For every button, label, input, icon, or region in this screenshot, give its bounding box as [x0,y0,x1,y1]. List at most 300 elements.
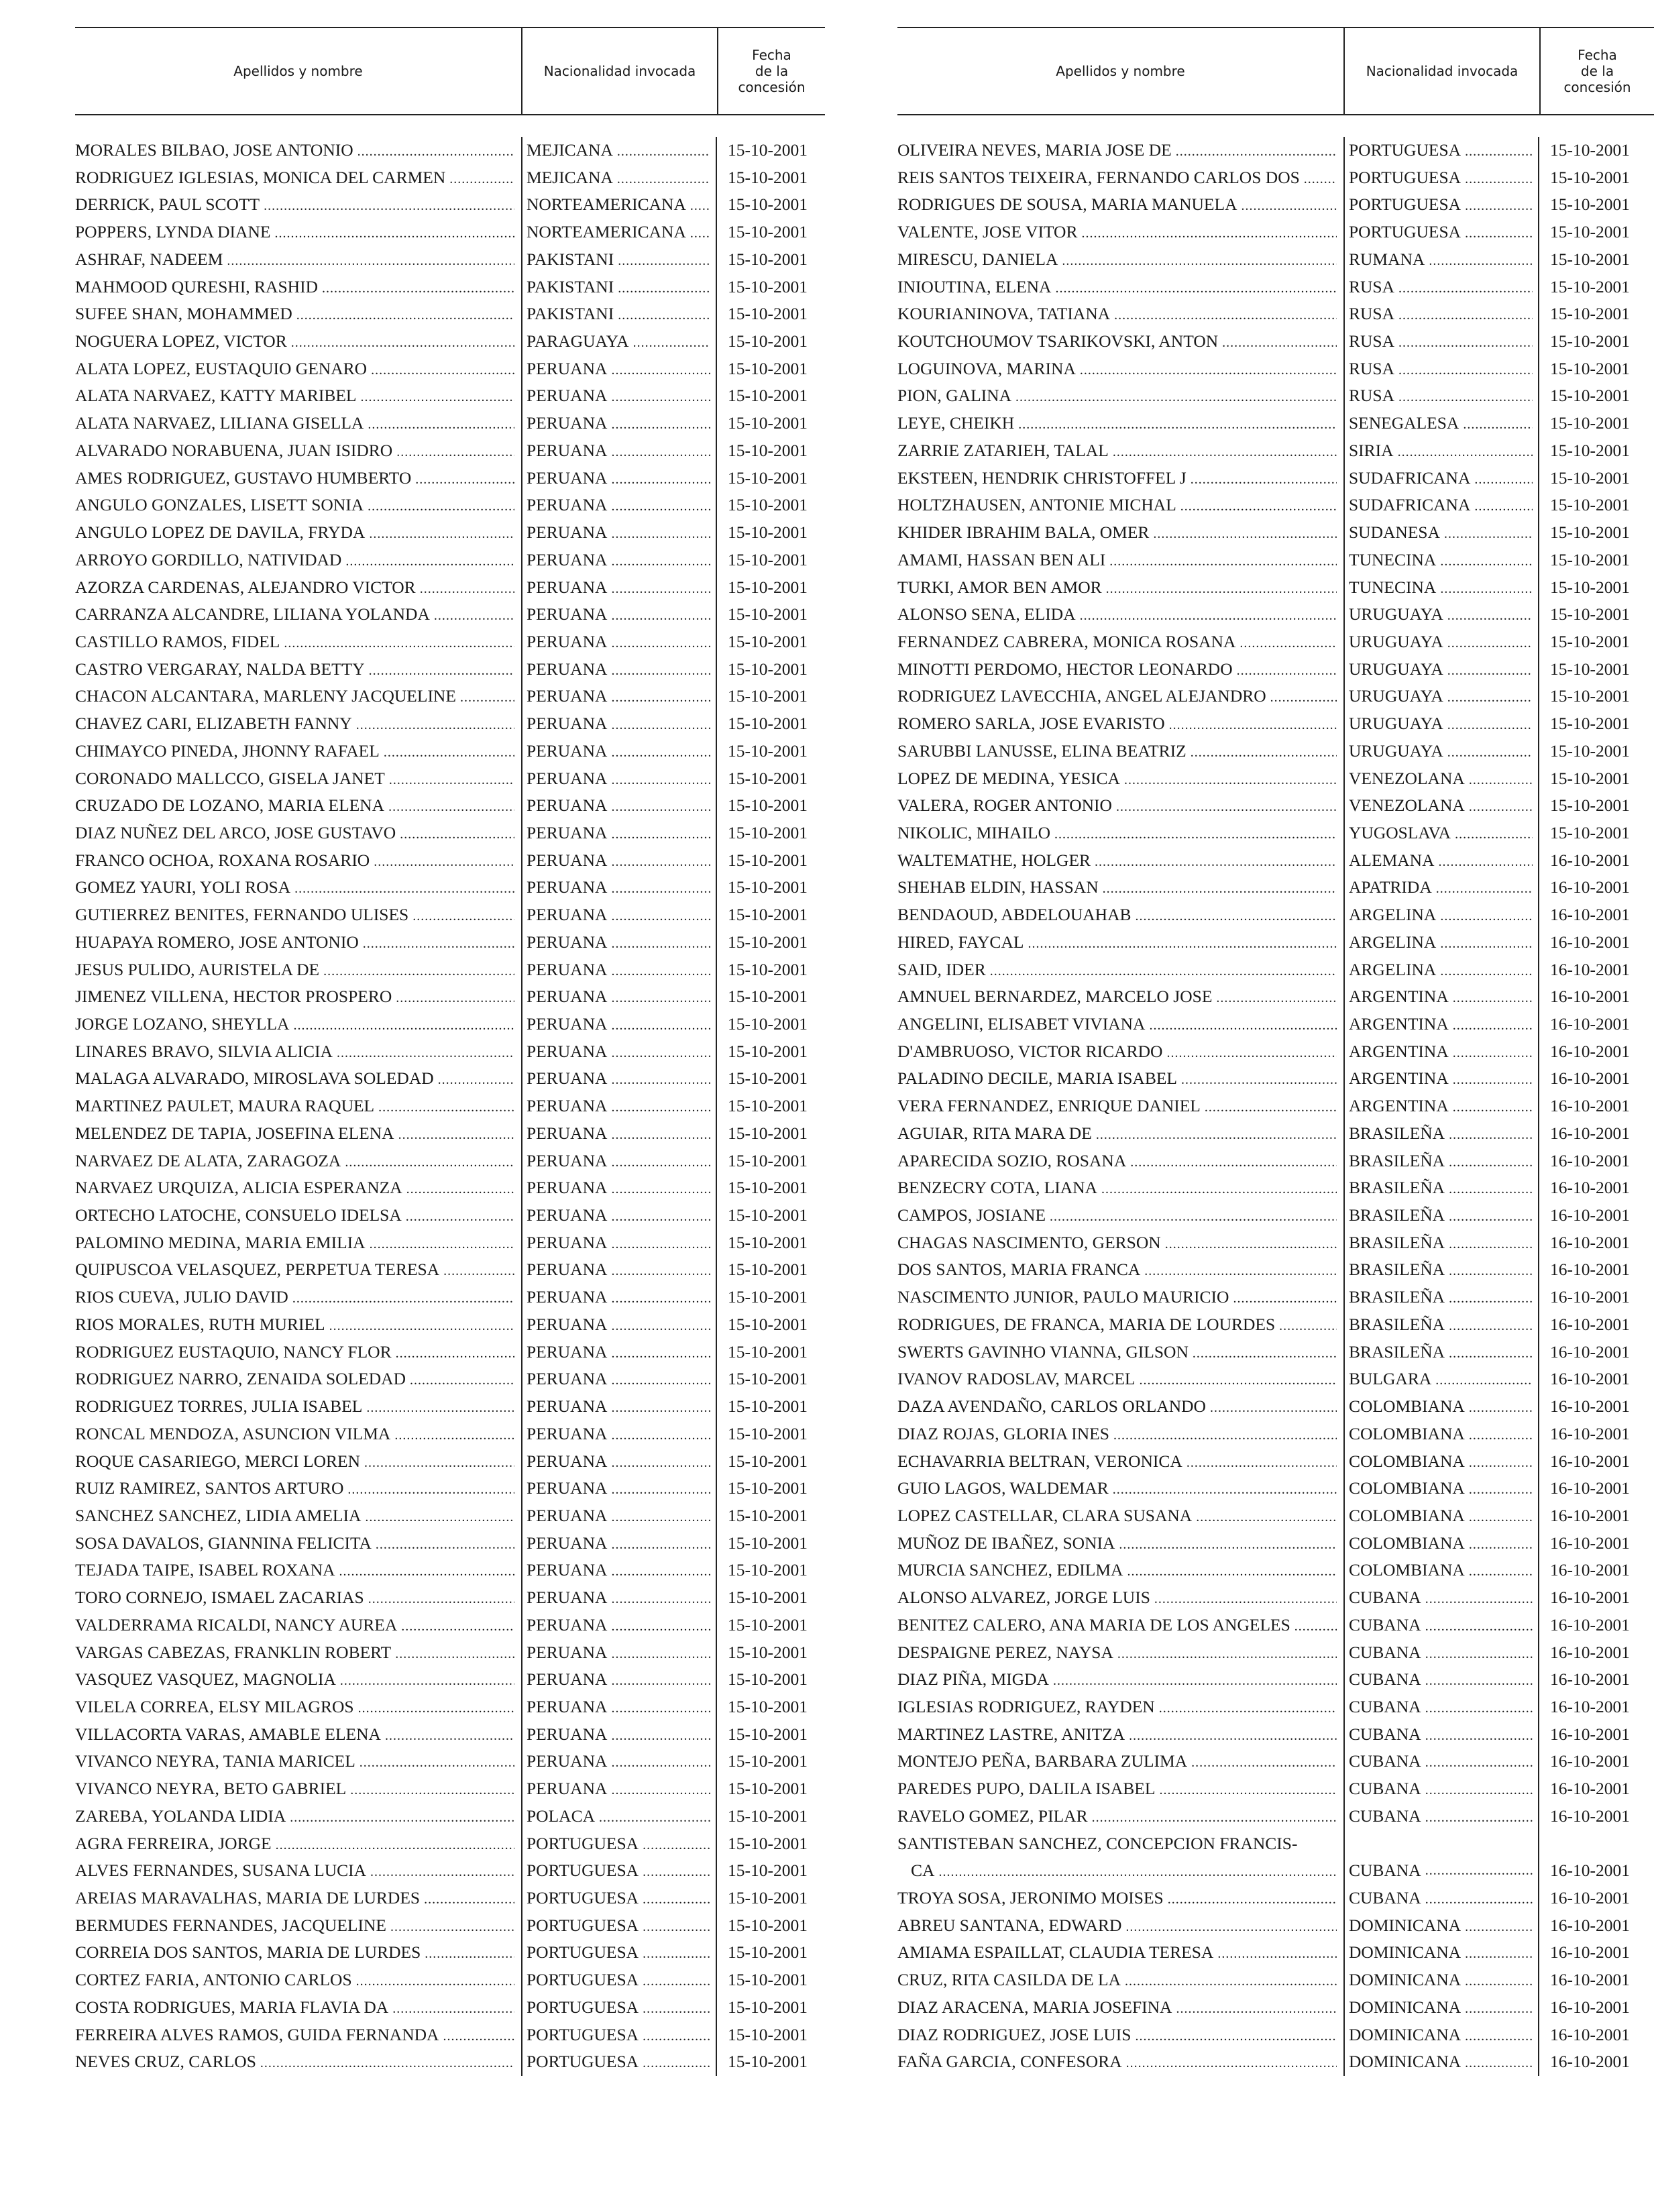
nationality-cell [527,1885,710,1912]
name-text: SANTISTEBAN SANCHEZ, CONCEPCION FRANCIS- [897,1833,1298,1853]
dot-leader [1051,274,1337,301]
dot-leader [639,1912,710,1940]
name-text: DIAZ RODRIGUEZ, JOSE LUIS [897,2024,1132,2044]
name-text: GOMEZ YAURI, YOLI ROSA [75,877,291,897]
name-text: DIAZ ROJAS, GLORIA INES [897,1423,1109,1443]
nationality-text: COLOMBIANA [1349,1423,1465,1443]
date-text: 15-10-2001 [728,1068,808,1089]
dot-leader [1445,1229,1533,1257]
dot-leader [420,1885,514,1912]
nationality-cell [527,1775,710,1803]
dot-leader [607,1120,710,1148]
name-text: CHAVEZ CARI, ELIZABETH FANNY [75,714,352,734]
date-cell [728,1694,825,1721]
dot-leader [639,1857,710,1885]
nationality-cell [527,328,710,355]
dot-leader [1121,1912,1337,1940]
name-cell [75,1284,514,1311]
nationality-text: PORTUGUESA [527,1970,639,1990]
table-header [75,28,825,115]
name-text: DAZA AVENDAÑO, CARLOS ORLANDO [897,1396,1206,1417]
dot-leader [286,1803,514,1830]
name-cell [75,820,514,847]
name-cell [897,355,1337,383]
date-cell [728,1502,825,1530]
dot-leader [607,1311,710,1339]
date-cell [728,847,825,875]
date-text: 16-10-2001 [1550,1560,1630,1580]
dot-leader [1161,1229,1337,1257]
nationality-cell [1349,437,1533,465]
nationality-text: BRASILEÑA [1349,1287,1445,1307]
date-cell [728,956,825,984]
nationality-text: PERUANA [527,1178,608,1198]
name-cell [897,1202,1337,1229]
nationality-text: DOMINICANA [1349,1915,1462,1935]
date-text: 15-10-2001 [728,1751,808,1771]
name-cell [75,547,514,574]
name-text: ARROYO GORDILLO, NATIVIDAD [75,549,342,569]
name-text: AREIAS MARAVALHAS, MARIA DE LURDES [75,1888,421,1907]
date-text: 15-10-2001 [1550,467,1630,488]
date-cell [1550,547,1654,574]
dot-leader [607,847,710,875]
nationality-cell [527,956,710,984]
dot-leader [1465,792,1533,820]
date-cell [1550,1775,1654,1803]
nationality-cell [527,246,710,274]
dot-leader [1172,137,1337,164]
name-text: DIAZ PIÑA, MIGDA [897,1669,1049,1690]
nationality-cell [1349,1120,1533,1148]
dot-leader [1088,1803,1337,1830]
dot-leader [1432,874,1533,901]
dot-leader [1125,1721,1337,1749]
nationality-cell [1349,1639,1533,1667]
name-text: APARECIDA SOZIO, ROSANA [897,1150,1127,1170]
date-text: 15-10-2001 [1550,413,1630,433]
dot-leader [1445,1120,1533,1148]
header-name: Apellidos y nombre [233,63,363,79]
date-cell [728,656,825,683]
dot-leader [392,1339,514,1366]
date-cell [1550,328,1654,355]
date-cell [1550,1174,1654,1202]
date-cell [1550,1311,1654,1339]
nationality-text: PERUANA [527,522,608,543]
dot-leader [1014,410,1337,437]
date-text: 15-10-2001 [728,1669,808,1690]
name-cell [75,1694,514,1721]
nationality-cell [1349,1065,1533,1093]
date-cell [728,1093,825,1120]
name-text: SOSA DAVALOS, GIANNINA FELICITA [75,1533,372,1553]
name-text: NARVAEZ URQUIZA, ALICIA ESPERANZA [75,1178,402,1198]
dot-leader [1113,1639,1337,1667]
dot-leader [629,328,710,355]
dot-leader [366,1857,514,1885]
dot-leader [385,765,514,793]
date-cell [728,191,825,219]
date-cell [728,355,825,383]
name-cell [897,191,1337,219]
date-cell [728,1775,825,1803]
name-cell [897,1994,1337,2022]
nationality-cell [527,1093,710,1120]
nationality-text: DOMINICANA [1349,2052,1462,2072]
name-text: ZAREBA, YOLANDA LIDIA [75,1806,286,1826]
nationality-text: RUMANA [1349,249,1425,269]
name-cell [897,983,1337,1011]
date-text: 16-10-2001 [1550,1696,1630,1716]
dot-leader [1443,683,1533,710]
dot-leader [1449,1038,1533,1066]
name-text: CHIMAYCO PINEDA, JHONNY RAFAEL [75,740,380,761]
dot-leader [430,601,514,628]
nationality-text: CUBANA [1349,1751,1421,1771]
dot-leader [1229,1284,1337,1311]
date-cell [1550,1639,1654,1667]
date-cell [1550,1393,1654,1421]
date-cell [728,410,825,437]
dot-leader [1011,382,1337,410]
date-cell [1550,465,1654,492]
name-cell [75,519,514,547]
name-text: ALVARADO NORABUENA, JUAN ISIDRO [75,440,393,460]
dot-leader [614,246,710,274]
nationality-cell [1349,274,1533,301]
dot-leader [1097,1174,1337,1202]
date-text: 15-10-2001 [728,1423,808,1443]
dot-leader [325,1311,514,1339]
nationality-cell [1349,1421,1533,1448]
dot-leader [1122,2048,1337,2076]
date-text: 15-10-2001 [1550,195,1630,215]
nationality-text: URUGUAYA [1349,659,1443,679]
dot-leader [352,710,514,738]
date-cell [728,710,825,738]
date-text: 15-10-2001 [728,2052,808,2072]
nationality-text: PERUANA [527,959,608,979]
dot-leader [1445,1284,1533,1311]
name-text: MARTINEZ LASTRE, ANITZA [897,1724,1125,1744]
dot-leader [607,1148,710,1175]
name-cell [75,1093,514,1120]
dot-leader [439,1256,514,1284]
dot-leader [343,1475,514,1502]
date-text: 16-10-2001 [1550,1041,1630,1061]
nationality-cell [1349,874,1533,901]
nationality-text: CUBANA [1349,1861,1421,1881]
name-cell [75,300,514,328]
dot-leader [639,2048,710,2076]
date-cell [1550,1229,1654,1257]
nationality-cell [1349,1803,1533,1830]
dot-leader [1465,1530,1533,1557]
date-text: 15-10-2001 [728,440,808,460]
date-cell [728,1120,825,1148]
name-text: ASHRAF, NADEEM [75,249,223,269]
date-cell [1550,820,1654,847]
dot-leader [1394,300,1533,328]
nationality-text: PORTUGUESA [527,1833,639,1853]
date-cell [728,1830,825,1858]
name-text: JIMENEZ VILLENA, HECTOR PROSPERO [75,987,392,1007]
nationality-cell [1349,956,1533,984]
dot-leader [1461,1939,1533,1967]
nationality-cell [1349,1666,1533,1694]
name-cell [897,437,1337,465]
name-cell [75,328,514,355]
dot-leader [1126,1148,1337,1175]
dot-leader [292,300,514,328]
date-text: 16-10-2001 [1550,932,1630,952]
nationality-cell [527,710,710,738]
date-text: 15-10-2001 [728,577,808,597]
nationality-cell [1349,1475,1533,1502]
name-text: SARUBBI LANUSSE, ELINA BEATRIZ [897,740,1187,761]
date-text: 16-10-2001 [1550,905,1630,925]
name-cell [897,219,1337,246]
nationality-text: COLOMBIANA [1349,1533,1465,1553]
dot-leader [370,847,514,875]
dot-leader [1436,901,1533,929]
dot-leader [607,410,710,437]
date-cell [728,1038,825,1066]
date-cell [1550,437,1654,465]
date-text: 16-10-2001 [1550,1642,1630,1662]
dot-leader [1218,328,1337,355]
name-cell [897,1174,1337,1202]
nationality-cell [527,300,710,328]
dot-leader [1121,1967,1337,1994]
date-cell [728,219,825,246]
nationality-cell [527,1912,710,1940]
date-cell [1550,1120,1654,1148]
dot-leader [1120,765,1337,793]
dot-leader [256,2048,514,2076]
date-cell [728,547,825,574]
nationality-text: PAKISTANI [527,249,614,269]
table-body [897,115,1654,2076]
name-text: ORTECHO LATOCHE, CONSUELO IDELSA [75,1205,402,1225]
date-text: 16-10-2001 [1550,1178,1630,1198]
dot-leader [1470,465,1533,492]
nationality-text: PERUANA [527,1669,608,1690]
dot-leader [607,1775,710,1803]
name-cell [897,1475,1337,1502]
date-text: 15-10-2001 [728,549,808,569]
name-text: AMIAMA ESPAILLAT, CLAUDIA TERESA [897,1942,1214,1962]
nationality-cell [527,465,710,492]
name-text: VERA FERNANDEZ, ENRIQUE DANIEL [897,1096,1201,1116]
nationality-text: COLOMBIANA [1349,1560,1465,1580]
name-cell [75,1803,514,1830]
date-cell [1550,1284,1654,1311]
date-cell [728,1557,825,1584]
name-cell [75,1065,514,1093]
date-cell [1550,929,1654,956]
nationality-cell [527,874,710,901]
name-text: BERMUDES FERNANDES, JACQUELINE [75,1915,386,1935]
dot-leader [607,1393,710,1421]
nationality-cell [1349,1174,1533,1202]
date-cell [728,137,825,164]
dot-leader [388,1994,514,2022]
dot-leader [1177,1065,1337,1093]
nationality-text: PERUANA [527,1096,608,1116]
date-text: 15-10-2001 [1550,304,1630,324]
dot-leader [1449,1093,1533,1120]
date-text: 15-10-2001 [728,522,808,543]
nationality-cell [527,1011,710,1038]
name-cell [75,847,514,875]
nationality-text: PERUANA [527,604,608,624]
dot-leader [1206,1393,1337,1421]
nationality-cell [1349,1557,1533,1584]
name-text: VALERA, ROGER ANTONIO [897,795,1112,816]
name-cell [897,1639,1337,1667]
name-cell [75,1967,514,1994]
nationality-text: PORTUGUESA [527,1997,639,2017]
dot-leader [1461,219,1533,246]
date-cell [1550,274,1654,301]
date-text: 15-10-2001 [1550,249,1630,269]
nationality-text: RUSA [1349,276,1395,296]
name-cell [75,1421,514,1448]
date-text: 15-10-2001 [728,631,808,651]
name-cell [897,956,1337,984]
dot-leader [607,683,710,710]
dot-leader [364,410,514,437]
dot-leader [1192,1502,1337,1530]
name-text: MONTEJO PEÑA, BARBARA ZULIMA [897,1751,1188,1771]
table-header [897,28,1654,115]
dot-leader [1102,574,1337,602]
dot-leader [397,1612,514,1639]
date-text: 15-10-2001 [728,1260,808,1280]
name-text: TURKI, AMOR BEN AMOR [897,577,1102,597]
nationality-text: PORTUGUESA [527,1888,639,1907]
nationality-text: RUSA [1349,386,1395,406]
dot-leader [1431,1366,1533,1393]
nationality-cell [1349,1694,1533,1721]
date-cell [728,1885,825,1912]
name-column [897,137,1343,2076]
dot-leader [355,1748,514,1775]
dot-leader [607,574,710,602]
name-cell [897,1148,1337,1175]
dot-leader [1149,519,1337,547]
nationality-cell [527,656,710,683]
dot-leader [1436,956,1533,984]
nationality-text: BRASILEÑA [1349,1260,1445,1280]
nationality-text: PERUANA [527,358,608,378]
dot-leader [607,1475,710,1502]
date-text: 16-10-2001 [1550,1779,1630,1799]
nationality-cell [1349,765,1533,793]
name-cell [897,1775,1337,1803]
nationality-text: PERUANA [527,714,608,734]
dot-leader [607,956,710,984]
dot-leader [613,164,710,192]
nationality-cell [1349,1093,1533,1120]
date-cell [728,929,825,956]
date-text: 15-10-2001 [728,331,808,351]
name-cell [75,382,514,410]
date-cell [1550,300,1654,328]
name-text: VILLACORTA VARAS, AMABLE ELENA [75,1724,381,1744]
date-cell [1550,219,1654,246]
date-text: 16-10-2001 [1550,1150,1630,1170]
date-cell [728,983,825,1011]
date-cell [728,1366,825,1393]
dot-leader [1176,492,1337,519]
nationality-text: PERUANA [527,1068,608,1089]
nationality-text: ARGENTINA [1349,1014,1449,1034]
dot-leader [607,820,710,847]
name-text: MUÑOZ DE IBAÑEZ, SONIA [897,1533,1115,1553]
name-text: FERNANDEZ CABRERA, MONICA ROSANA [897,631,1236,651]
name-text: ALATA NARVAEZ, KATTY MARIBEL [75,386,357,406]
name-text: VASQUEZ VASQUEZ, MAGNOLIA [75,1669,336,1690]
dot-leader [1459,410,1533,437]
name-cell [75,1721,514,1749]
date-cell [728,574,825,602]
date-cell [1550,1666,1654,1694]
dot-leader [607,1339,710,1366]
nationality-text: PERUANA [527,1260,608,1280]
date-text: 15-10-2001 [728,1287,808,1307]
date-text: 15-10-2001 [728,1724,808,1744]
date-text: 15-10-2001 [728,1096,808,1116]
nationality-text: PERUANA [527,1533,608,1553]
name-cell [75,1530,514,1557]
date-text: 15-10-2001 [728,1533,808,1553]
nationality-cell [1349,1584,1533,1612]
date-cell [728,1393,825,1421]
date-cell [728,274,825,301]
name-cell [897,1748,1337,1775]
name-cell [897,1366,1337,1393]
dot-leader [607,1721,710,1749]
date-text: 15-10-2001 [728,1833,808,1853]
date-text: 15-10-2001 [728,1014,808,1034]
dot-leader [607,1421,710,1448]
date-text: 16-10-2001 [1550,1970,1630,1990]
date-text: 15-10-2001 [728,167,808,187]
nationality-text: PERUANA [527,795,608,816]
name-cell [897,901,1337,929]
name-text: CORTEZ FARIA, ANTONIO CARLOS [75,1970,352,1990]
dot-leader [1443,601,1533,628]
date-text: 16-10-2001 [1550,1314,1630,1334]
nationality-cell [1349,219,1533,246]
nationality-text: PERUANA [527,877,608,897]
name-text: NOGUERA LOPEZ, VICTOR [75,331,287,351]
date-text: 16-10-2001 [1550,1669,1630,1690]
date-text: 15-10-2001 [1550,440,1630,460]
name-cell [75,1939,514,1967]
dot-leader [1076,601,1337,628]
name-text: CA [911,1861,935,1881]
nationality-text: CUBANA [1349,1642,1421,1662]
date-cell [728,874,825,901]
name-text: MINOTTI PERDOMO, HECTOR LEONARDO [897,659,1233,679]
dot-leader [1461,1967,1533,1994]
dot-leader [289,1011,514,1038]
dot-leader [1443,628,1533,656]
